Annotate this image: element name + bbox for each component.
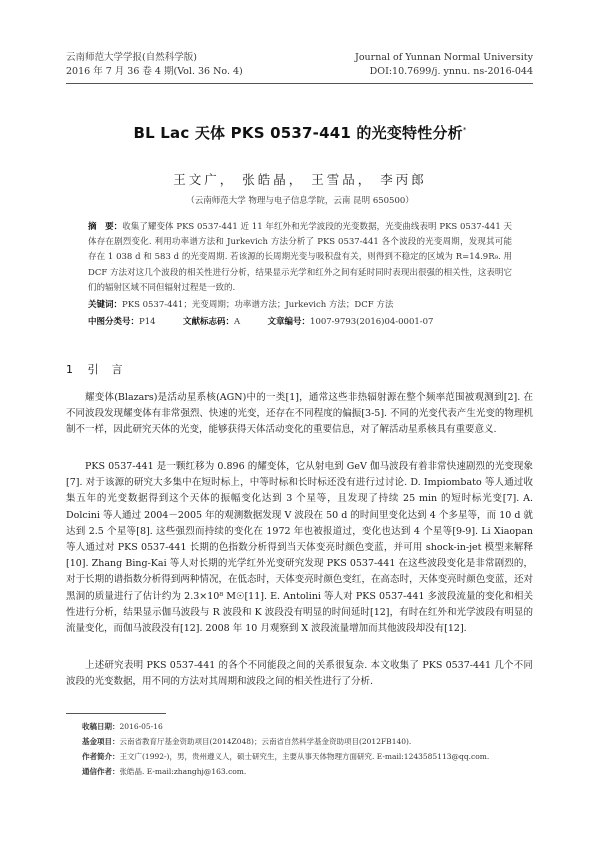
footnote-fund	[82, 736, 552, 747]
footnote-rule	[66, 713, 166, 714]
author: 王雪品，	[311, 172, 374, 187]
footnote-label: 通信作者：	[82, 767, 120, 776]
footnote-author	[82, 751, 552, 762]
keywords-text: PKS 0537-441；光变周期；功率谱方法；Jurkevich 方法；DCF 方法	[122, 300, 394, 310]
footnote-label: 作者简介：	[82, 752, 120, 761]
footnote-value: 云南省教育厅基金资助项目(2014Z048)；云南省自然科学基金资助项目(2012FB140).	[119, 737, 412, 746]
header-rule	[66, 83, 533, 84]
section-title: 引 言	[87, 363, 124, 376]
abstract-text: 收集了耀变体 PKS 0537-441 近 11 年红外和光学波段的光变数据，光变曲线表明 PKS 0537-441 天体存在剧烈变化. 利用功率谱方法和 Jurkevich 方法分析了 PKS 0537-441 各个波段的光变周期，发现其可能存在 1 038 d 和 583 d 的光变周期. 若该源的长周期光变与吸积盘有关，则得到不稳定的区域为 R=14.9R₉. 用 DCF 方法对这几个波段的相关性进行分析，结果显示光学和红外之间有延时同时表现出很强的相关性，这表明它们的辐射区域不同但辐射过程是一致的.	[88, 222, 512, 293]
body-paragraph: 耀变体(Blazars)是活动星系核(AGN)中的一类[1]，通常这些非热辐射源在整个频率范围被观测到[2]. 在不同波段发现耀变体有非常强烈、快速的光变，还存在不同程度的偏振[3-5]. 不同的光变代表产生光变的物理机制不一样，因此研究天体的光变，能够获得天体活动变化的重要信息，对了解活动星系核具有重要意义.	[66, 392, 533, 436]
title-footnote-mark: *	[462, 126, 467, 134]
clc-label: 中图分类号：	[88, 317, 140, 327]
article-number-label: 文章编号：	[267, 317, 311, 327]
abstract	[88, 220, 512, 296]
footnote-label: 收稿日期：	[82, 722, 120, 731]
footnote-label: 基金项目：	[82, 737, 120, 746]
body-paragraph: PKS 0537-441 是一颗红移为 0.896 的耀变体，它从射电到 GeV 伽马波段有着非常快速剧烈的光变现象[7]. 对于该源的研究大多集中在短时标上，中等时标和长时标还没有进行过讨论. D. Impiombato 等人通过收集五年的光变数据得到这个天体的振幅变化达到 3 个星等，且发现了持续 25 min 的短时标光变[7]. A. Dolcini 等人通过 2004－2005 年的观测数据发现 V 波段在 50 d 的时间里变化达到 4 个多星等，而 10 d 就达到 2.5 个星等[8]. 这些强烈而持续的变化在 1972 年也被报道过，变化也达到 4 个星等[9-9]. Li Xiaopan 等人通过对 PKS 0537-441 长期的色指数分析得到当天体变亮时颜色变蓝，并可用 shock-in-jet 模型来解释[10]. Zhang Bing-Kai 等人对长期的光学红外光变研究发现 PKS 0537-441 在这些波段变化是非常剧烈的，对于长期的谱指数分析得到两种情况，在低态时，天体变亮时颜色变红，在高态时，天体变亮时颜色变蓝，还对黑洞的质量进行了估计约为 2.3×10⁸ M☉[11]. E. Antolini 等人对 PKS 0537-441 多波段流量的变化和相关性进行分析，结果显示伽马波段与 R 波段和 K 波段没有明显的时间延时[12]，有时在红外和光学波段有明显的流量变化，而伽马波段没有[12]. 2008 年 10 月观察到 X 波段流量增加而其他波段却没有[12].	[66, 461, 533, 635]
footnote-value: 张皓晶. E-mail:zhanghj@163.com.	[119, 767, 247, 776]
doi: DOI:10.7699/j. ynnu. ns-2016-044	[369, 66, 533, 77]
body-paragraph: 上述研究表明 PKS 0537-441 的各个不同能段之间的关系很复杂. 本文收集了 PKS 0537-441 几个不同波段的光变数据，用不同的方法对其周期和波段之间的相关性进行了分析.	[66, 660, 533, 688]
doc-code-label: 文献标志码：	[182, 317, 234, 327]
affiliation: （云南师范大学 物理与电子信息学院，云南 昆明 650500）	[186, 196, 414, 206]
author: 王文广，	[173, 172, 236, 187]
author: 张皓晶，	[242, 172, 305, 187]
paper-title-text: BL Lac 天体 PKS 0537-441 的光变特性分析	[133, 124, 463, 142]
section-heading	[66, 361, 124, 377]
journal-name-cn: 云南师范大学学报(自然科学版)	[66, 52, 197, 63]
issue-info-cn: 2016 年 7 月 36 卷 4 期(Vol. 36 No. 4)	[66, 66, 243, 77]
footnote-corresponding	[82, 766, 552, 777]
keywords	[88, 298, 512, 312]
author-list	[0, 170, 600, 188]
author: 李丙郎	[380, 172, 427, 187]
paper-title	[0, 122, 600, 143]
journal-name-en: Journal of Yunnan Normal University	[355, 52, 533, 63]
keywords-label: 关键词：	[88, 300, 123, 310]
classification-line	[88, 315, 518, 327]
article-number-value: 1007-9793(2016)04-0001-07	[310, 317, 434, 327]
section-number: 1	[66, 363, 74, 376]
clc-value: P14	[139, 317, 156, 327]
footnote-received	[82, 721, 552, 732]
abstract-label: 摘 要：	[88, 222, 123, 232]
footnote-value: 2016-05-16	[119, 722, 163, 731]
doc-code-value: A	[233, 317, 241, 327]
footnote-value: 王文广(1992-)，男，贵州遵义人，硕士研究生，主要从事天体物理方面研究. E-mail:1243585113@qq.com.	[119, 752, 490, 761]
